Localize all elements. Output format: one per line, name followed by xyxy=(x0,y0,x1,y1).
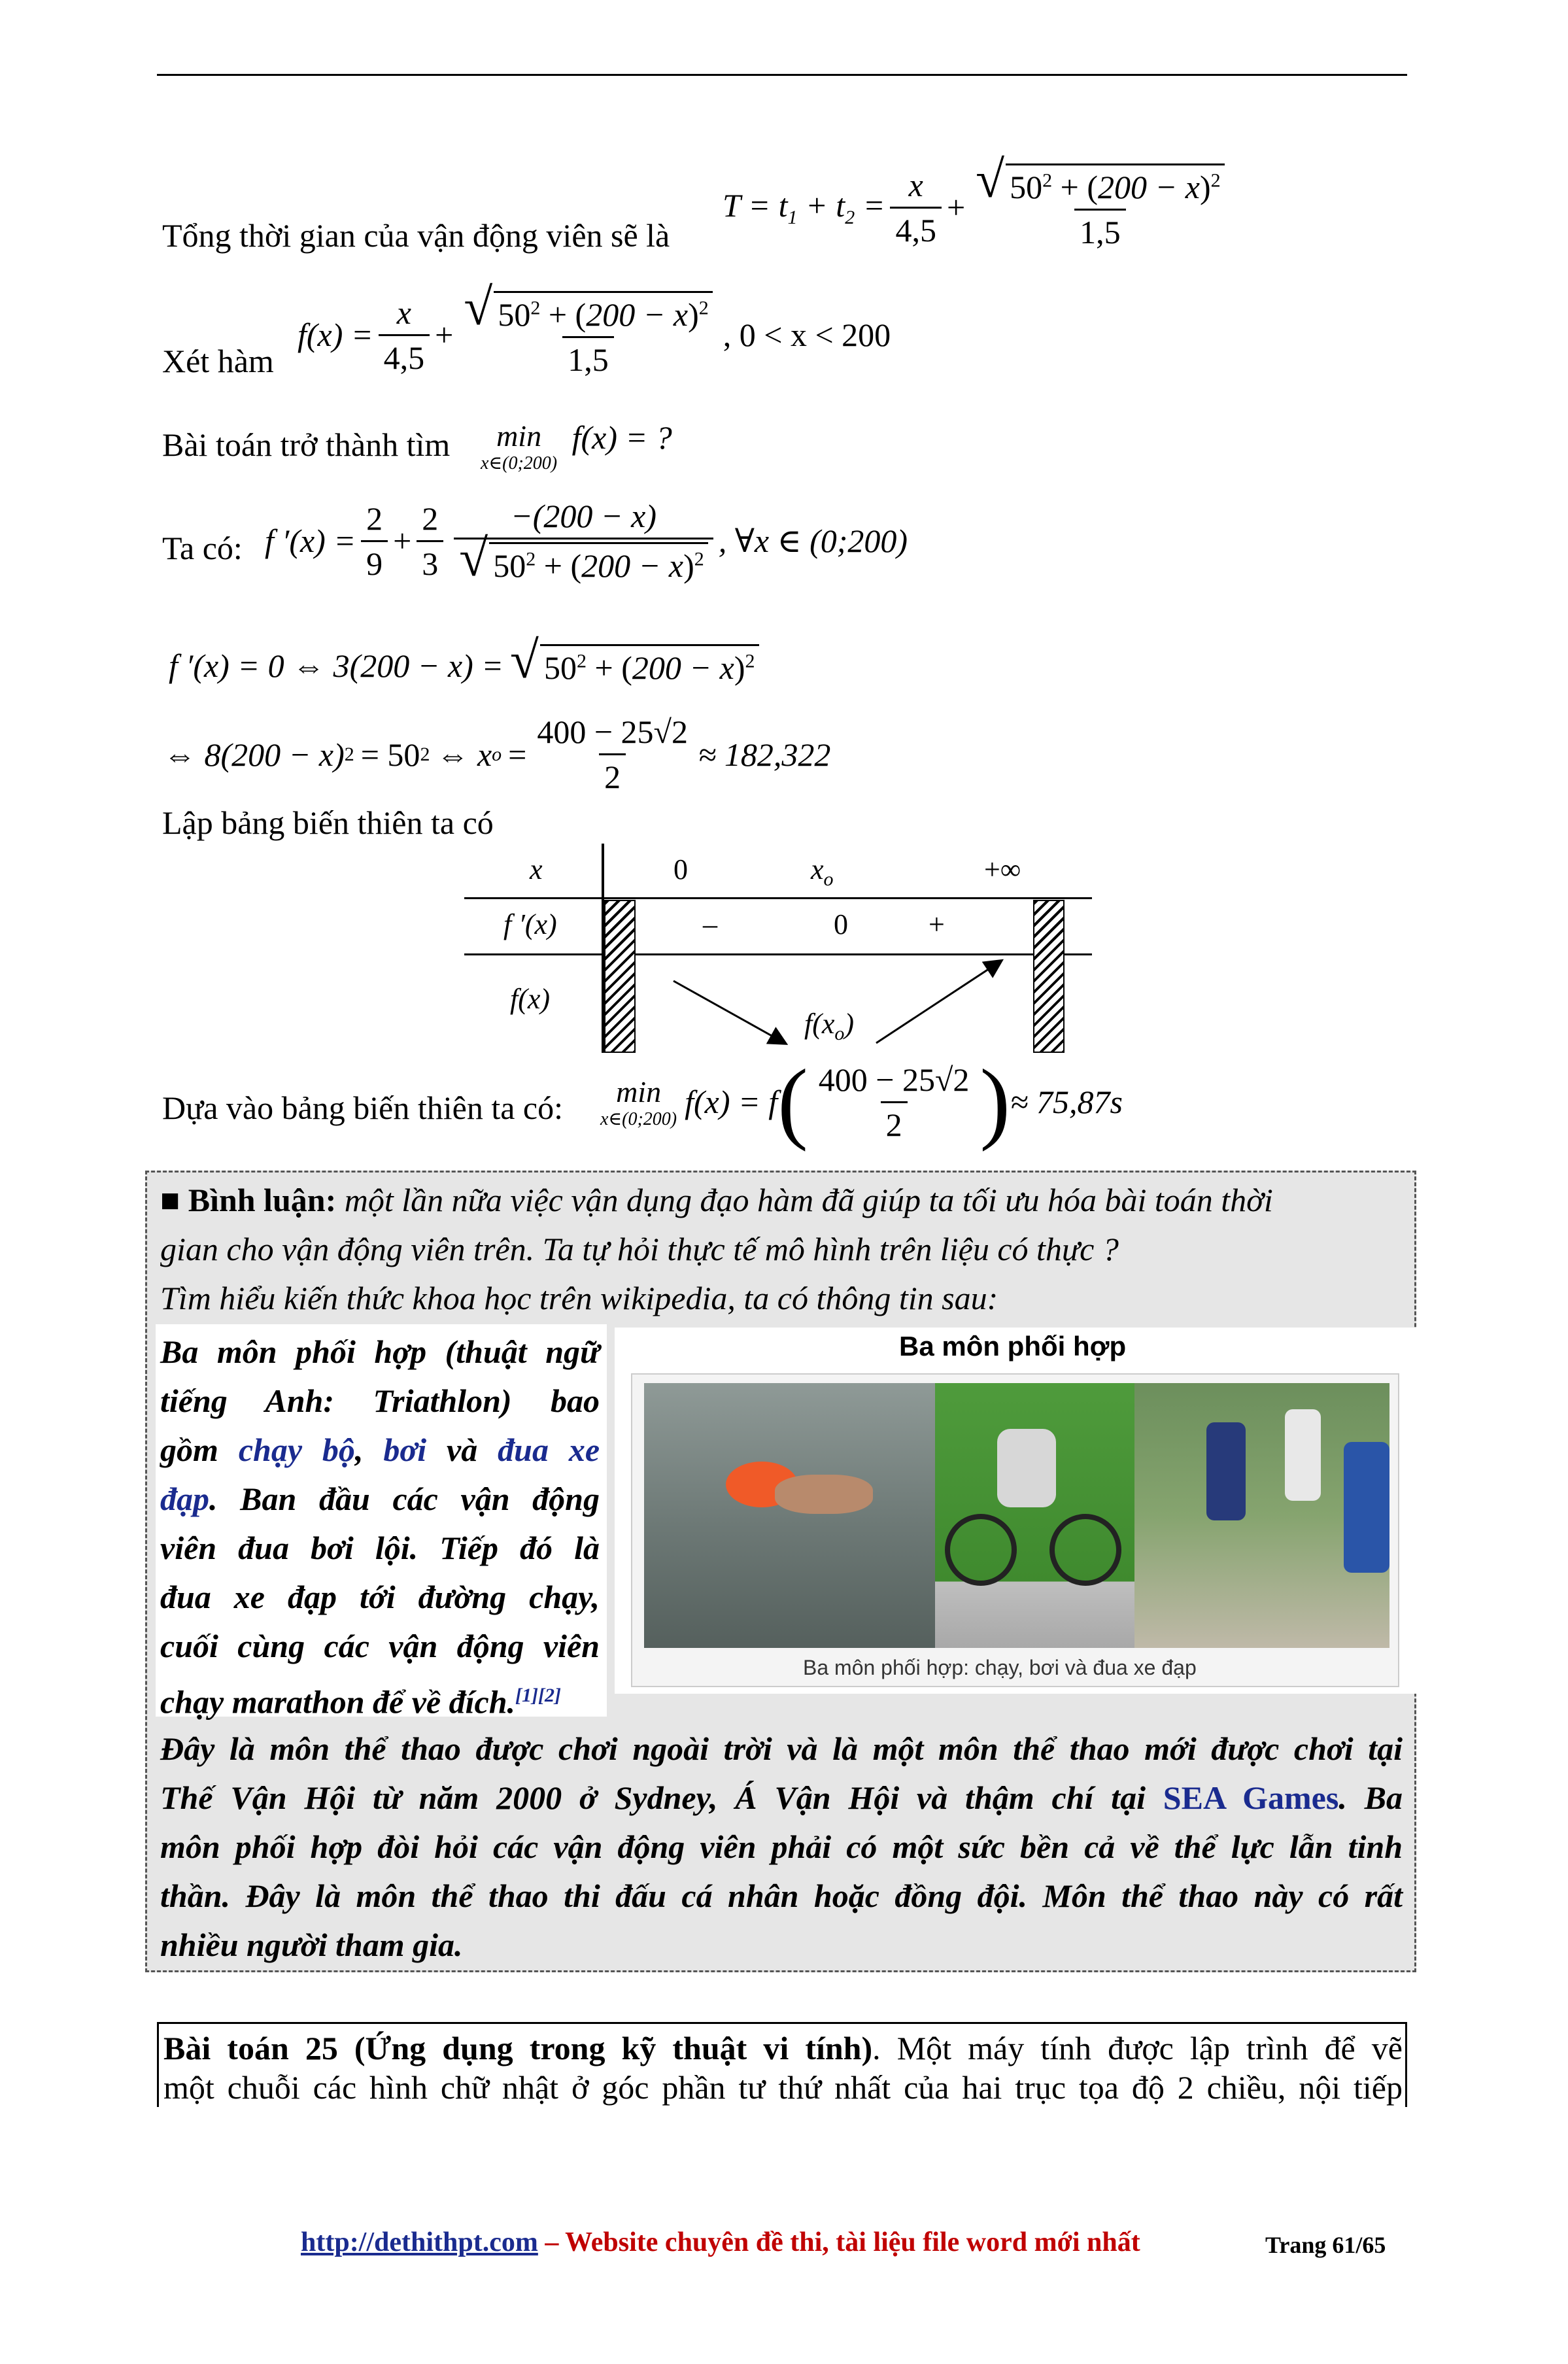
wiki-paragraph: Ba môn phối hợp (thuật ngữ tiếng Anh: Triathlon) bao gồm chạy bộ, bơi và đua xe đạp. Ban đầu các vận động viên đua bơi lội. Tiếp đó là đua xe đạp tới đường chạy, cuối cùng các vận động viên chạy marathon để về đích.[1][2] xyxy=(160,1333,600,1721)
table-fprime-positive: + xyxy=(929,908,945,940)
footer: http://dethithpt.com – Website chuyên đề thi, tài liệu file word mới nhất xyxy=(301,2227,1140,2257)
header-rule xyxy=(157,74,1407,76)
link-cycling-2[interactable]: đạp xyxy=(160,1481,209,1517)
line-we-have-text: Ta có: xyxy=(162,530,243,566)
table-fprime-zero: 0 xyxy=(834,908,848,940)
formula-solve-x0: ⇔ 8(200 − x) 2 = 50 2 ⇔ x o = $\frac{400 - 25√2}{2}$ ≈ 182,322 xyxy=(163,713,831,795)
comment-line3: Tìm hiểu kiến thức khoa học trên wikipedia, ta có thông tin sau: xyxy=(160,1280,998,1316)
arrow-increasing xyxy=(876,961,1000,1043)
table-x-infinity: +∞ xyxy=(984,853,1021,885)
photo-cycling xyxy=(935,1383,1134,1648)
link-running[interactable]: chạy bộ xyxy=(238,1431,355,1468)
problem-line2: một chuỗi các hình chữ nhật ở góc phần tư thứ nhất của hai trục tọa độ 2 chiều, nội tiếp xyxy=(163,2069,1403,2106)
problem-line1: Bài toán 25 (Ứng dụng trong kỹ thuật vi tính). Một máy tính được lập trình để vẽ xyxy=(163,2030,1403,2066)
table-x-zero: 0 xyxy=(673,853,688,885)
formula-min-value: min x∈(0;200) f(x) = f ( $\frac{400 - 25√2}{2}$ ) ≈ 75,87s xyxy=(600,1051,1123,1152)
photo-swimming xyxy=(644,1383,935,1648)
photo-title: Ba môn phối hợp xyxy=(899,1331,1127,1362)
comment-paragraph-2: Đây là môn thể thao được chơi ngoài trời và là một môn thể thao mới được chơi tại Thế Vận Hội từ năm 2000 ở Sydney, Á Vận Hội và thậm chí tại SEA Games. Ba môn phối hợp đòi hỏi các vận động viên phải có một sức bền cả về thể lực lẫn tinh thần. Đây là môn thể thao thi đấu cá nhân hoặc đồng đội. Môn thể thao này có rất nhiều người tham gia. xyxy=(160,1730,1403,1963)
link-sea-games[interactable]: SEA Games xyxy=(1163,1779,1339,1816)
arrow-decreasing xyxy=(673,981,785,1043)
formula-derivative-zero: f ′(x) = 0 ⇔ 3(200 − x) = √ $50^2 + (200 - x)^2$ xyxy=(169,644,759,687)
table-arrows xyxy=(464,844,1092,1053)
line-problem-becomes-text: Bài toán trở thành tìm xyxy=(162,426,451,463)
table-fprime-label: f ′(x) xyxy=(503,908,557,940)
comment-line2: gian cho vận động viên trên. Ta tự hỏi thực tế mô hình trên liệu có thực ? xyxy=(160,1231,1119,1267)
formula-derivative: f ′(x) = $\frac{2}{9}$ + $\frac{2}{3}$ −(200 − x) √ $50^2 + (200 - x)^2$ , ∀x ∈ (0;200) xyxy=(265,498,908,587)
table-x-label: x xyxy=(530,853,543,885)
table-fprime-negative: – xyxy=(703,908,717,940)
line-conclusion-text: Dựa vào bảng biến thiên ta có: xyxy=(162,1089,564,1126)
link-cycling[interactable]: đua xe xyxy=(498,1431,600,1468)
formula-f-definition: f(x) = $\frac{x}{4,5}$ + √ $50^2 + (200 - x)^2$ 1,5 , 0 < x < 200 xyxy=(298,279,891,378)
link-swimming[interactable]: bơi xyxy=(383,1431,427,1468)
photo-running xyxy=(1134,1383,1389,1648)
footer-url-link[interactable]: http://dethithpt.com xyxy=(301,2227,538,2257)
variation-table xyxy=(464,844,1092,1053)
line-variation-table-text: Lập bảng biến thiên ta có xyxy=(162,804,494,841)
formula-min-f: min x∈(0;200) f(x) = ? xyxy=(481,419,672,473)
formula-total-time: $T = t_1 + t_2$ = $\frac{x}{4,5}$ + √ $50^2 + (200 - x)^2$ 1,5 xyxy=(723,163,1235,251)
wiki-refs-link[interactable]: [1][2] xyxy=(515,1685,561,1706)
line-total-time-text: Tổng thời gian của vận động viên sẽ là xyxy=(162,217,670,254)
photo-caption: Ba môn phối hợp: chạy, bơi và đua xe đạp xyxy=(803,1656,1197,1679)
table-f-label: f(x) xyxy=(510,983,551,1015)
footer-page-number: Trang 61/65 xyxy=(1265,2232,1386,2258)
table-f-x0: $f(x_o)$ xyxy=(804,1008,855,1044)
table-x0: $x_o$ xyxy=(811,853,834,890)
comment-line1: ■ Bình luận: một lần nữa việc vận dụng đạo hàm đã giúp ta tối ưu hóa bài toán thời xyxy=(160,1182,1273,1218)
line-consider-function-text: Xét hàm xyxy=(162,343,274,379)
